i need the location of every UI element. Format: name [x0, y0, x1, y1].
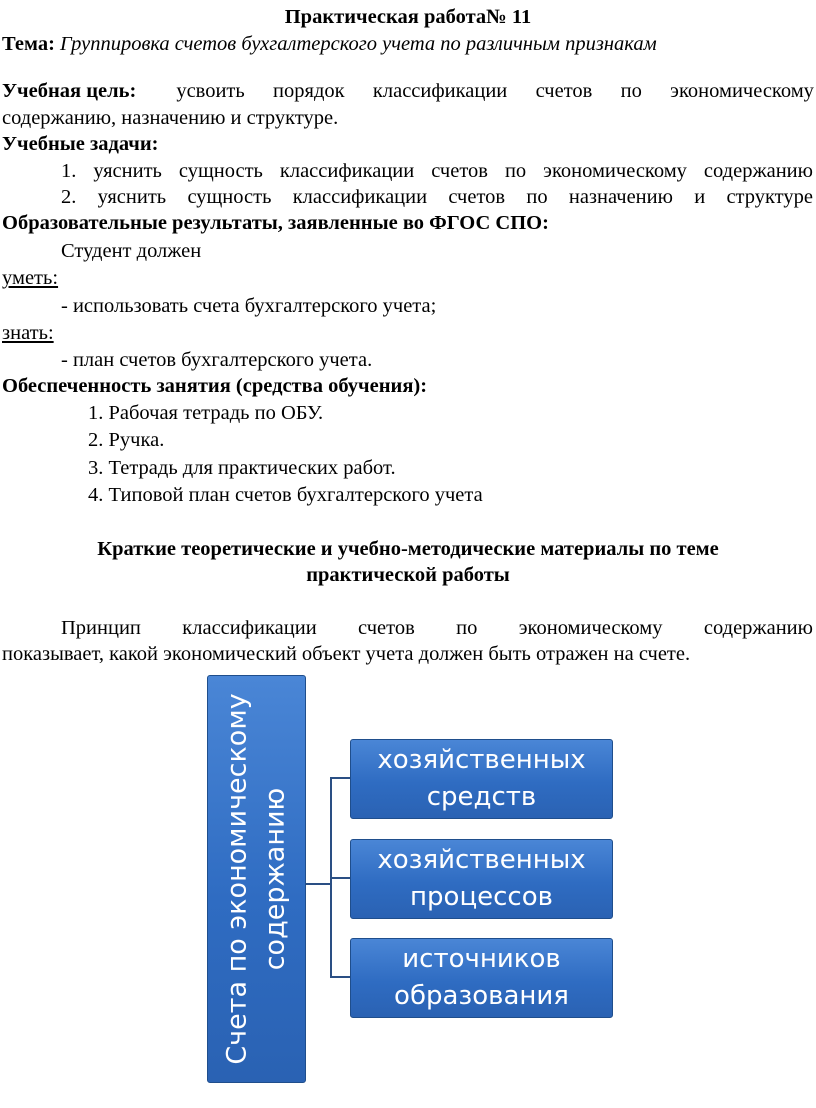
provision-item: 2. Ручка.	[88, 429, 165, 451]
main-box-line-2: содержанию	[259, 787, 291, 971]
goal-word: усвоить	[176, 80, 245, 102]
topic-text: Группировка счетов бухгалтерского учета по различным признакам	[60, 33, 657, 55]
provision-item: 3. Тетрадь для практических работ.	[88, 457, 396, 479]
task-word: и	[694, 186, 706, 208]
task-word: содержанию	[703, 160, 813, 182]
principle-line-1	[61, 615, 813, 642]
task-word: 1.	[61, 160, 77, 182]
principle-word: по	[456, 617, 478, 639]
results-label: Образовательные результаты, заявленные во ФГОС СПО:	[2, 212, 549, 234]
task-word: назначению	[568, 186, 673, 208]
goal-word: по	[620, 80, 642, 102]
tasks-label: Учебные задачи:	[2, 133, 159, 155]
goal-word: классификации	[372, 80, 508, 102]
goal-word: экономическому	[670, 80, 814, 102]
principle-word: содержанию	[703, 617, 813, 639]
task-word: сущность	[178, 160, 263, 182]
connector-main	[306, 883, 332, 885]
principle-word: классификации	[182, 617, 317, 639]
task-item-2	[61, 184, 813, 211]
branch-line-2: процессов	[410, 882, 553, 912]
task-word: структуре	[726, 186, 813, 208]
provision-item: 4. Типовой план счетов бухгалтерского учета	[88, 484, 483, 506]
provision-item: 1. Рабочая тетрадь по ОБУ.	[88, 402, 324, 424]
accounts-by-economic-content-box	[207, 675, 306, 1083]
knowledge-item: - план счетов бухгалтерского учета.	[61, 349, 373, 371]
branch-line-2: образования	[394, 981, 569, 1011]
branch-box-economic-processes	[350, 839, 613, 919]
task-word: счетов	[448, 186, 506, 208]
branch-line-1: хозяйственных	[377, 745, 586, 775]
branch-line-2: средств	[426, 782, 537, 812]
page-title: Практическая работа№ 11	[284, 6, 532, 28]
task-item-1	[61, 158, 813, 185]
principle-line-2: показывает, какой экономический объект учета должен быть отражен на счете.	[2, 643, 691, 665]
task-word: счетов	[431, 160, 488, 182]
principle-word: экономическому	[518, 617, 663, 639]
principle-word: Принцип	[61, 617, 141, 639]
skill-item: - использовать счета бухгалтерского учета;	[61, 295, 437, 317]
section-heading-line-1: Краткие теоретические и учебно-методические материалы по теме	[97, 538, 719, 560]
main-box-line-1: Счета по экономическому	[221, 693, 253, 1065]
task-word: классификации	[292, 186, 428, 208]
goal-line-1	[2, 78, 814, 105]
goal-word: счетов	[535, 80, 593, 102]
branch-line-1: хозяйственных	[377, 845, 586, 875]
branch-line-1: источников	[402, 944, 561, 974]
goal-text-line-2: содержанию, назначению и структуре.	[2, 107, 339, 129]
student-must: Студент должен	[61, 240, 202, 262]
task-word: 2.	[61, 186, 77, 208]
task-word: классификации	[279, 160, 415, 182]
provision-label: Обеспеченность занятия (средства обучения):	[2, 375, 428, 397]
branch-box-formation-sources	[350, 938, 613, 1018]
task-word: уяснить	[97, 186, 167, 208]
connector-branch	[330, 976, 350, 978]
principle-word: счетов	[358, 617, 415, 639]
connector-vertical	[330, 777, 332, 977]
main-box-text	[219, 693, 295, 1064]
goal-text-line-1	[176, 78, 814, 105]
task-word: по	[504, 160, 527, 182]
goal-word: порядок	[273, 80, 345, 102]
branch-box-economic-means	[350, 739, 613, 819]
task-word: по	[526, 186, 548, 208]
goal-label: Учебная цель:	[2, 80, 137, 102]
task-word: уяснить	[93, 160, 162, 182]
section-heading-line-2: практической работы	[306, 564, 510, 586]
topic-label: Тема:	[2, 33, 55, 55]
task-word: сущность	[187, 186, 272, 208]
topic-line	[2, 31, 657, 58]
connector-branch	[330, 877, 350, 879]
knowledge-label: знать:	[2, 322, 54, 344]
task-word: экономическому	[543, 160, 687, 182]
connector-branch	[330, 777, 350, 779]
skills-label: уметь:	[2, 267, 59, 289]
